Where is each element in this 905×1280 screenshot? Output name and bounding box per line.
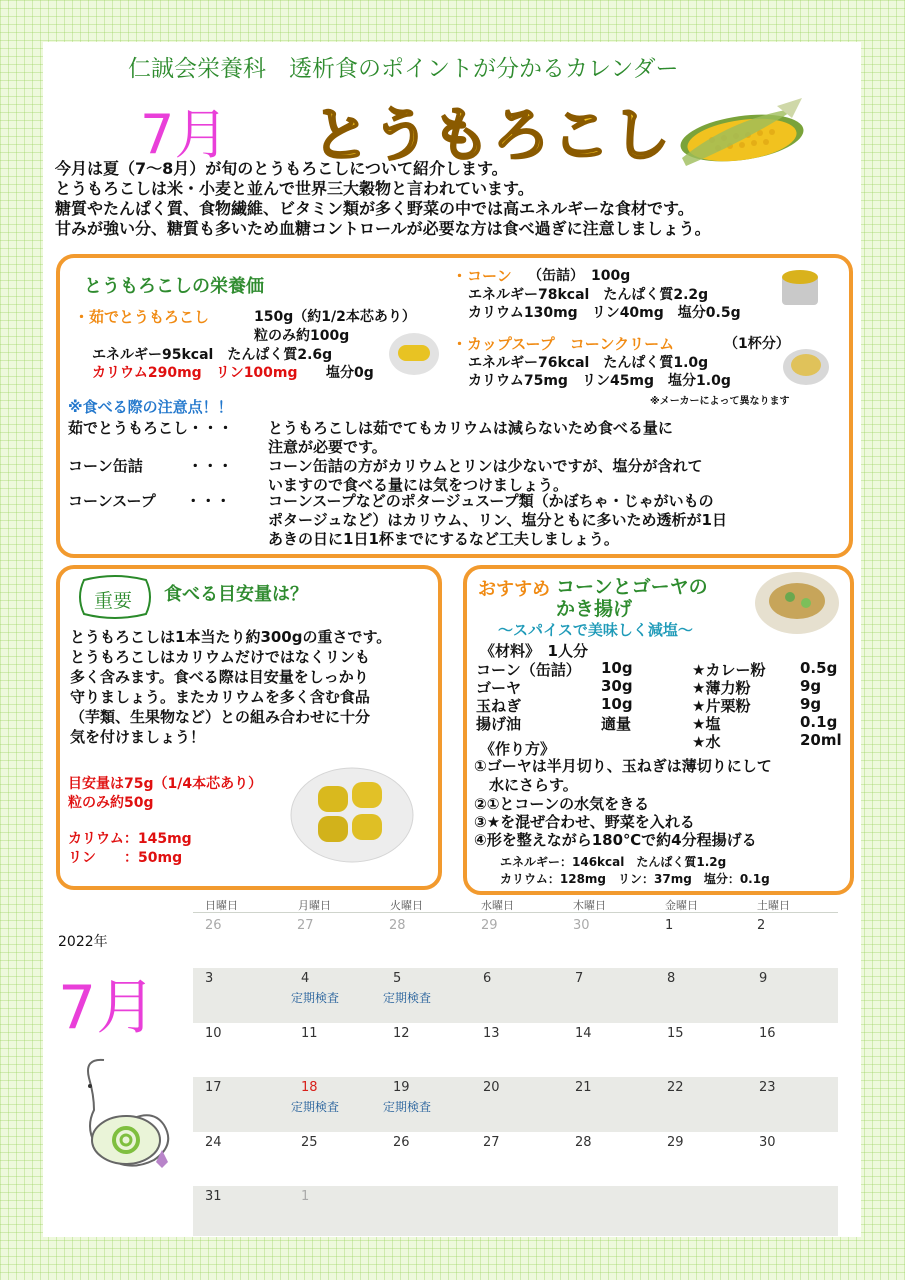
calendar-day[interactable]: 3	[205, 971, 214, 986]
intro-line: 糖質やたんぱく質、食物繊維、ビタミン類が多く野菜の中では高エネルギーな食材です。	[55, 199, 694, 218]
boiled-name: ・茹でとうもろこし	[74, 308, 210, 326]
calendar-day[interactable]: 4	[301, 971, 310, 986]
calendar-week	[193, 915, 838, 967]
calendar-day[interactable]: 27	[483, 1135, 500, 1150]
calendar-day[interactable]: 15	[667, 1026, 684, 1041]
calendar-year: 2022年	[58, 934, 108, 950]
calendar-day[interactable]: 26	[205, 918, 222, 933]
ingredient-name: コーン（缶詰）	[476, 661, 581, 679]
calendar-day[interactable]: 29	[481, 918, 498, 933]
calendar-day[interactable]: 25	[301, 1135, 318, 1150]
org-title: 仁誠会栄養科 透析食のポイントが分かるカレンダー	[128, 56, 679, 82]
ingredient-name: ★片栗粉	[692, 697, 751, 715]
corn-illustration	[672, 88, 812, 178]
caution-label: コーン缶詰 ・・・	[68, 457, 233, 475]
guide-phosphorus: リン ：50mg	[68, 850, 183, 866]
food-title: とうもろこし	[312, 101, 673, 169]
calendar-day[interactable]: 8	[667, 971, 676, 986]
ingredient-qty: 10g	[601, 695, 633, 713]
calendar-day[interactable]: 6	[483, 971, 492, 986]
boiled-corn-photo	[388, 330, 440, 376]
recipe-nutrition1: エネルギー：146kcal たんぱく質1.2g	[500, 855, 727, 869]
calendar-day[interactable]: 20	[483, 1080, 500, 1095]
caution-line: ポタージュなど）はカリウム、リン、塩分ともに多いため透析が1日	[268, 511, 727, 529]
weekday-header: 金曜日	[665, 899, 698, 912]
calendar-day[interactable]: 29	[667, 1135, 684, 1150]
ingredient-qty: 30g	[601, 677, 633, 695]
calendar-day[interactable]: 12	[393, 1026, 410, 1041]
ingredient-name: ★カレー粉	[692, 661, 766, 679]
boiled-amount2: 粒のみ約100g	[254, 328, 350, 344]
event-label[interactable]: 定期検査	[291, 1100, 340, 1114]
caution-line: コーンスープなどのポタージュスープ類（かぼちゃ・じゃがいもの	[268, 492, 714, 510]
caution-title: ※食べる際の注意点！！	[68, 398, 233, 416]
calendar-day[interactable]: 27	[297, 918, 314, 933]
calendar-day[interactable]: 28	[389, 918, 406, 933]
caution-line: とうもろこしは茹でてもカリウムは減らないため食べる量に	[268, 419, 673, 437]
calendar-day[interactable]: 30	[759, 1135, 776, 1150]
weekday-header: 月曜日	[298, 899, 331, 912]
caution-label: 茹でとうもろこし・・・	[68, 419, 234, 437]
calendar-day[interactable]: 13	[483, 1026, 500, 1041]
important-stamp-label: 重要	[94, 590, 133, 612]
ingredient-qty: 適量	[601, 715, 632, 733]
calendar-week	[193, 1023, 838, 1078]
guide-amount2: 粒のみ約50g	[68, 795, 154, 811]
guide-line: 守りましょう。またカリウムを多く含む食品	[70, 688, 370, 706]
canned-qual: （缶詰） 100g	[528, 268, 631, 284]
ingredients-head: 《材料》 1人分	[480, 642, 588, 660]
calendar-day[interactable]: 10	[205, 1026, 222, 1041]
canned-line1: エネルギー78kcal たんぱく質2.2g	[468, 287, 709, 303]
calendar-week	[193, 1186, 838, 1236]
event-label[interactable]: 定期検査	[383, 991, 432, 1005]
calendar-day[interactable]: 23	[759, 1080, 776, 1095]
canned-line2: カリウム130mg リン40mg 塩分0.5g	[468, 305, 741, 321]
steps-head: 《作り方》	[480, 740, 556, 758]
weekday-header: 日曜日	[205, 899, 238, 912]
event-label[interactable]: 定期検査	[383, 1100, 432, 1114]
ingredient-qty: 9g	[800, 695, 822, 713]
snake-illustration	[64, 1050, 180, 1180]
recipe-title2: かき揚げ	[556, 598, 633, 620]
guide-amount: 目安量は75g（1/4本芯あり）	[68, 776, 263, 792]
calendar-day[interactable]: 1	[665, 918, 674, 933]
calendar-day[interactable]: 26	[393, 1135, 410, 1150]
guide-potassium: カリウム：145mg	[68, 831, 192, 847]
guide-line: （芋類、生果物など）との組み合わせに十分	[70, 708, 371, 726]
calendar-month: 7月	[58, 973, 157, 1043]
recipe-step: ④形を整えながら180℃で約4分程揚げる	[474, 831, 757, 849]
soup-line2: カリウム75mg リン45mg 塩分1.0g	[468, 373, 731, 389]
recipe-step: ②①とコーンの水気をきる	[474, 795, 650, 813]
boiled-amount: 150g（約1/2本芯あり）	[254, 309, 416, 325]
calendar-day[interactable]: 22	[667, 1080, 684, 1095]
ingredient-qty: 9g	[800, 677, 822, 695]
canned-corn-photo	[776, 265, 824, 309]
soup-note: ※メーカーによって異なります	[650, 396, 790, 407]
calendar-day[interactable]: 28	[575, 1135, 592, 1150]
calendar-week	[193, 968, 838, 1023]
boiled-line1: エネルギー95kcal たんぱく質2.6g	[92, 347, 333, 363]
calendar-day[interactable]: 19	[393, 1080, 410, 1095]
recipe-nutrition2: カリウム：128mg リン：37mg 塩分：0.1g	[500, 872, 770, 886]
caution-line: 注意が必要です。	[268, 438, 387, 456]
ingredient-qty: 0.1g	[800, 713, 838, 731]
calendar-day[interactable]: 31	[205, 1189, 222, 1204]
caution-line: コーン缶詰の方がカリウムとリンは少ないですが、塩分が含れて	[268, 457, 703, 475]
calendar-day[interactable]: 9	[759, 971, 768, 986]
calendar-day[interactable]: 5	[393, 971, 402, 986]
guide-line: とうもろこしはカリウムだけではなくリンも	[70, 648, 370, 666]
recipe-step: ①ゴーヤは半月切り、玉ねぎは薄切りにして	[474, 757, 772, 775]
boiled-line2-rest: 塩分0g	[326, 365, 374, 381]
boiled-line2-red: カリウム290mg リン100mg	[92, 365, 298, 381]
ingredient-qty: 20ml	[800, 731, 842, 749]
guide-line: とうもろこしは1本当たり約300gの重さです。	[70, 628, 392, 646]
soup-photo	[782, 343, 830, 387]
recipe-photo	[754, 571, 840, 635]
soup-line1: エネルギー76kcal たんぱく質1.0g	[468, 355, 709, 371]
weekday-header: 水曜日	[481, 899, 514, 912]
calendar-day[interactable]: 2	[757, 918, 766, 933]
nutrition-title: とうもろこしの栄養価	[84, 276, 264, 297]
guide-line: 気を付けましょう！	[70, 728, 206, 746]
month-title: 7月	[140, 103, 229, 166]
calendar-day-holiday[interactable]: 18	[301, 1080, 318, 1095]
caution-label: コーンスープ ・・・	[68, 492, 231, 510]
recipe-title1: コーンとゴーヤの	[556, 576, 708, 598]
calendar-day[interactable]: 24	[205, 1135, 222, 1150]
calendar-day[interactable]: 11	[301, 1026, 318, 1041]
calendar-day[interactable]: 14	[575, 1026, 592, 1041]
ingredient-name: 玉ねぎ	[476, 697, 522, 715]
calendar-day[interactable]: 1	[301, 1189, 310, 1204]
calendar-day[interactable]: 17	[205, 1080, 222, 1095]
calendar-day[interactable]: 21	[575, 1080, 592, 1095]
calendar-week	[193, 1132, 838, 1187]
intro-line: とうもろこしは米・小麦と並んで世界三大穀物と言われています。	[55, 179, 534, 198]
soup-name: ・カップスープ コーンクリーム	[452, 335, 675, 353]
weekday-header: 土曜日	[757, 899, 790, 912]
ingredient-qty: 10g	[601, 659, 633, 677]
calendar-day[interactable]: 30	[573, 918, 590, 933]
calendar-week	[193, 1077, 838, 1132]
ingredient-name: 揚げ油	[476, 715, 522, 733]
ingredient-name: ★薄力粉	[692, 679, 751, 697]
ingredient-name: ★水	[692, 733, 721, 751]
canned-name: ・コーン	[452, 267, 512, 285]
soup-qual: （1杯分）	[724, 336, 790, 352]
intro-line: 今月は夏（7〜8月）が旬のとうもろこしについて紹介します。	[55, 159, 508, 178]
corn-pieces-photo	[290, 766, 414, 864]
ingredient-qty: 0.5g	[800, 659, 838, 677]
ingredient-name: ゴーヤ	[476, 679, 522, 697]
weekday-header: 木曜日	[573, 899, 606, 912]
weekday-header: 火曜日	[390, 899, 423, 912]
recipe-step: 水にさらす。	[474, 776, 578, 794]
guide-title: 食べる目安量は？	[164, 584, 308, 605]
caution-line: あきの日に1日1杯までにするなど工夫しましょう。	[268, 530, 619, 548]
ingredient-name: ★塩	[692, 715, 721, 733]
calendar-day[interactable]: 7	[575, 971, 584, 986]
calendar-day[interactable]: 16	[759, 1026, 776, 1041]
recommend-badge: おすすめ	[478, 579, 551, 600]
recipe-subtitle: 〜スパイスで美味しく減塩〜	[498, 621, 693, 639]
recipe-step: ③★を混ぜ合わせ、野菜を入れる	[474, 813, 695, 831]
caution-line: いますので食べる量には気をつけましょう。	[268, 476, 569, 494]
guide-line: 多く含みます。食べる際は目安量をしっかり	[70, 668, 369, 686]
calendar-divider	[193, 912, 838, 913]
intro-line: 甘みが強い分、糖質も多いため血糖コントロールが必要な方は食べ過ぎに注意しましょう。	[55, 219, 711, 238]
event-label[interactable]: 定期検査	[291, 991, 340, 1005]
